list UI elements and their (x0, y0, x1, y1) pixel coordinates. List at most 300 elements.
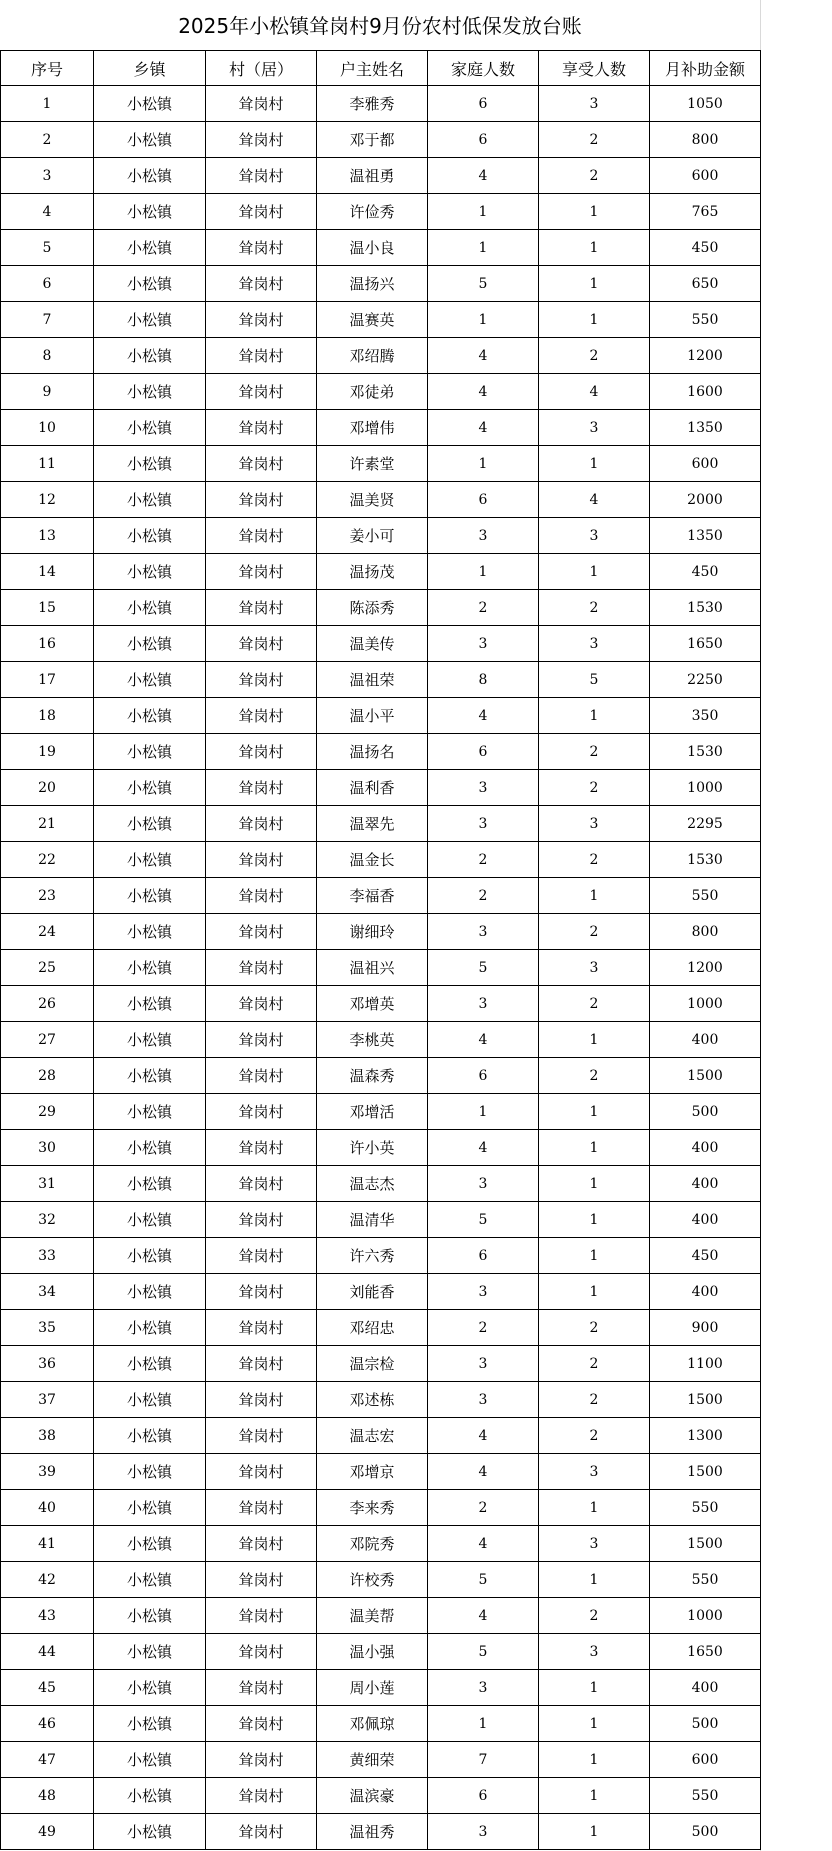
cell-serial: 22 (1, 842, 94, 878)
cell-monthly-subsidy: 1530 (650, 842, 761, 878)
cell-township: 小松镇 (94, 1310, 206, 1346)
cell-serial: 24 (1, 914, 94, 950)
cell-beneficiaries: 1 (539, 1094, 650, 1130)
cell-family-size: 6 (428, 122, 539, 158)
cell-family-size: 3 (428, 1166, 539, 1202)
cell-monthly-subsidy: 1350 (650, 410, 761, 446)
cell-family-size: 4 (428, 1598, 539, 1634)
cell-serial: 26 (1, 986, 94, 1022)
cell-village: 耸岗村 (206, 410, 317, 446)
cell-beneficiaries: 3 (539, 86, 650, 122)
cell-township: 小松镇 (94, 1058, 206, 1094)
cell-serial: 18 (1, 698, 94, 734)
cell-township: 小松镇 (94, 1598, 206, 1634)
cell-serial: 1 (1, 86, 94, 122)
cell-serial: 28 (1, 1058, 94, 1094)
cell-monthly-subsidy: 800 (650, 122, 761, 158)
cell-village: 耸岗村 (206, 842, 317, 878)
cell-township: 小松镇 (94, 662, 206, 698)
cell-family-size: 1 (428, 194, 539, 230)
empty-sheet-area (760, 0, 832, 1851)
cell-monthly-subsidy: 500 (650, 1094, 761, 1130)
cell-family-size: 4 (428, 338, 539, 374)
cell-monthly-subsidy: 900 (650, 1310, 761, 1346)
cell-village: 耸岗村 (206, 266, 317, 302)
cell-serial: 3 (1, 158, 94, 194)
cell-serial: 6 (1, 266, 94, 302)
cell-beneficiaries: 1 (539, 446, 650, 482)
table-row (1, 986, 761, 1022)
cell-householder: 邓述栋 (317, 1382, 428, 1418)
cell-serial: 48 (1, 1778, 94, 1814)
cell-township: 小松镇 (94, 950, 206, 986)
table-row (1, 1166, 761, 1202)
cell-beneficiaries: 2 (539, 734, 650, 770)
cell-monthly-subsidy: 1530 (650, 590, 761, 626)
cell-family-size: 2 (428, 1490, 539, 1526)
cell-family-size: 4 (428, 374, 539, 410)
cell-village: 耸岗村 (206, 374, 317, 410)
cell-township: 小松镇 (94, 1022, 206, 1058)
cell-monthly-subsidy: 400 (650, 1130, 761, 1166)
table-row (1, 338, 761, 374)
cell-village: 耸岗村 (206, 1058, 317, 1094)
cell-township: 小松镇 (94, 986, 206, 1022)
cell-householder: 邓绍腾 (317, 338, 428, 374)
cell-householder: 温清华 (317, 1202, 428, 1238)
cell-family-size: 1 (428, 230, 539, 266)
cell-family-size: 2 (428, 842, 539, 878)
table-row (1, 590, 761, 626)
cell-family-size: 8 (428, 662, 539, 698)
cell-monthly-subsidy: 500 (650, 1706, 761, 1742)
cell-householder: 温扬名 (317, 734, 428, 770)
cell-township: 小松镇 (94, 410, 206, 446)
cell-monthly-subsidy: 600 (650, 158, 761, 194)
cell-beneficiaries: 1 (539, 302, 650, 338)
cell-township: 小松镇 (94, 806, 206, 842)
cell-beneficiaries: 2 (539, 590, 650, 626)
cell-township: 小松镇 (94, 1346, 206, 1382)
cell-serial: 44 (1, 1634, 94, 1670)
cell-township: 小松镇 (94, 734, 206, 770)
cell-serial: 23 (1, 878, 94, 914)
cell-family-size: 6 (428, 482, 539, 518)
cell-township: 小松镇 (94, 338, 206, 374)
cell-village: 耸岗村 (206, 1094, 317, 1130)
table-row (1, 698, 761, 734)
cell-beneficiaries: 2 (539, 770, 650, 806)
cell-serial: 5 (1, 230, 94, 266)
cell-family-size: 6 (428, 734, 539, 770)
table-row (1, 1346, 761, 1382)
table-row (1, 626, 761, 662)
cell-family-size: 5 (428, 1202, 539, 1238)
cell-township: 小松镇 (94, 1634, 206, 1670)
cell-township: 小松镇 (94, 122, 206, 158)
cell-serial: 45 (1, 1670, 94, 1706)
cell-village: 耸岗村 (206, 1238, 317, 1274)
cell-family-size: 3 (428, 1274, 539, 1310)
cell-village: 耸岗村 (206, 1418, 317, 1454)
cell-serial: 10 (1, 410, 94, 446)
cell-village: 耸岗村 (206, 230, 317, 266)
cell-beneficiaries: 1 (539, 1022, 650, 1058)
cell-householder: 谢细玲 (317, 914, 428, 950)
cell-householder: 温美传 (317, 626, 428, 662)
cell-householder: 邓增京 (317, 1454, 428, 1490)
cell-township: 小松镇 (94, 1454, 206, 1490)
cell-householder: 陈添秀 (317, 590, 428, 626)
cell-township: 小松镇 (94, 230, 206, 266)
cell-monthly-subsidy: 550 (650, 1562, 761, 1598)
cell-monthly-subsidy: 600 (650, 1742, 761, 1778)
cell-monthly-subsidy: 1500 (650, 1454, 761, 1490)
cell-beneficiaries: 1 (539, 266, 650, 302)
cell-township: 小松镇 (94, 1094, 206, 1130)
cell-beneficiaries: 2 (539, 1382, 650, 1418)
cell-serial: 42 (1, 1562, 94, 1598)
cell-householder: 温翠先 (317, 806, 428, 842)
cell-serial: 25 (1, 950, 94, 986)
cell-township: 小松镇 (94, 1526, 206, 1562)
table-row (1, 662, 761, 698)
cell-monthly-subsidy: 550 (650, 1490, 761, 1526)
cell-monthly-subsidy: 1100 (650, 1346, 761, 1382)
cell-family-size: 4 (428, 1526, 539, 1562)
cell-beneficiaries: 3 (539, 1634, 650, 1670)
cell-township: 小松镇 (94, 626, 206, 662)
cell-township: 小松镇 (94, 1670, 206, 1706)
cell-village: 耸岗村 (206, 1310, 317, 1346)
table-row (1, 806, 761, 842)
cell-village: 耸岗村 (206, 518, 317, 554)
cell-householder: 温小良 (317, 230, 428, 266)
cell-serial: 15 (1, 590, 94, 626)
cell-beneficiaries: 2 (539, 158, 650, 194)
cell-family-size: 5 (428, 950, 539, 986)
cell-beneficiaries: 1 (539, 1130, 650, 1166)
cell-beneficiaries: 3 (539, 1454, 650, 1490)
cell-village: 耸岗村 (206, 1274, 317, 1310)
table-row (1, 1454, 761, 1490)
cell-family-size: 1 (428, 446, 539, 482)
cell-serial: 7 (1, 302, 94, 338)
cell-family-size: 1 (428, 1094, 539, 1130)
cell-township: 小松镇 (94, 518, 206, 554)
cell-township: 小松镇 (94, 698, 206, 734)
cell-monthly-subsidy: 1500 (650, 1382, 761, 1418)
cell-householder: 温志杰 (317, 1166, 428, 1202)
cell-serial: 27 (1, 1022, 94, 1058)
table-row (1, 914, 761, 950)
cell-serial: 36 (1, 1346, 94, 1382)
cell-serial: 35 (1, 1310, 94, 1346)
cell-serial: 9 (1, 374, 94, 410)
cell-beneficiaries: 2 (539, 842, 650, 878)
cell-village: 耸岗村 (206, 1778, 317, 1814)
cell-serial: 13 (1, 518, 94, 554)
cell-family-size: 3 (428, 1346, 539, 1382)
cell-householder: 温赛英 (317, 302, 428, 338)
cell-householder: 温森秀 (317, 1058, 428, 1094)
cell-township: 小松镇 (94, 1742, 206, 1778)
cell-beneficiaries: 1 (539, 1742, 650, 1778)
cell-township: 小松镇 (94, 554, 206, 590)
cell-family-size: 3 (428, 986, 539, 1022)
cell-beneficiaries: 1 (539, 1238, 650, 1274)
cell-serial: 14 (1, 554, 94, 590)
cell-serial: 19 (1, 734, 94, 770)
cell-serial: 17 (1, 662, 94, 698)
cell-beneficiaries: 5 (539, 662, 650, 698)
cell-village: 耸岗村 (206, 986, 317, 1022)
cell-village: 耸岗村 (206, 1598, 317, 1634)
cell-serial: 38 (1, 1418, 94, 1454)
cell-serial: 4 (1, 194, 94, 230)
cell-beneficiaries: 1 (539, 1778, 650, 1814)
cell-township: 小松镇 (94, 1130, 206, 1166)
cell-beneficiaries: 2 (539, 914, 650, 950)
cell-village: 耸岗村 (206, 1742, 317, 1778)
cell-beneficiaries: 2 (539, 122, 650, 158)
cell-township: 小松镇 (94, 1274, 206, 1310)
cell-township: 小松镇 (94, 1814, 206, 1850)
cell-householder: 许六秀 (317, 1238, 428, 1274)
table-row (1, 1274, 761, 1310)
table-row (1, 86, 761, 122)
cell-householder: 李来秀 (317, 1490, 428, 1526)
cell-serial: 49 (1, 1814, 94, 1850)
cell-householder: 温美帮 (317, 1598, 428, 1634)
cell-householder: 温美贤 (317, 482, 428, 518)
cell-village: 耸岗村 (206, 662, 317, 698)
cell-township: 小松镇 (94, 1166, 206, 1202)
cell-family-size: 1 (428, 1706, 539, 1742)
table-row (1, 158, 761, 194)
cell-householder: 许素堂 (317, 446, 428, 482)
table-row (1, 194, 761, 230)
cell-serial: 12 (1, 482, 94, 518)
cell-township: 小松镇 (94, 446, 206, 482)
cell-monthly-subsidy: 2295 (650, 806, 761, 842)
table-row (1, 1310, 761, 1346)
cell-beneficiaries: 1 (539, 1814, 650, 1850)
cell-beneficiaries: 2 (539, 986, 650, 1022)
cell-serial: 16 (1, 626, 94, 662)
cell-family-size: 6 (428, 86, 539, 122)
cell-family-size: 3 (428, 518, 539, 554)
cell-serial: 37 (1, 1382, 94, 1418)
cell-village: 耸岗村 (206, 158, 317, 194)
cell-householder: 李桃英 (317, 1022, 428, 1058)
table-row (1, 1202, 761, 1238)
cell-monthly-subsidy: 400 (650, 1670, 761, 1706)
cell-village: 耸岗村 (206, 1166, 317, 1202)
table-row (1, 1130, 761, 1166)
cell-village: 耸岗村 (206, 1490, 317, 1526)
cell-monthly-subsidy: 2250 (650, 662, 761, 698)
cell-family-size: 4 (428, 698, 539, 734)
cell-township: 小松镇 (94, 1490, 206, 1526)
cell-householder: 许俭秀 (317, 194, 428, 230)
table-row (1, 734, 761, 770)
cell-beneficiaries: 1 (539, 1274, 650, 1310)
cell-township: 小松镇 (94, 1706, 206, 1742)
cell-family-size: 5 (428, 1562, 539, 1598)
cell-beneficiaries: 2 (539, 1418, 650, 1454)
cell-family-size: 4 (428, 1454, 539, 1490)
cell-householder: 温利香 (317, 770, 428, 806)
cell-beneficiaries: 1 (539, 698, 650, 734)
cell-serial: 34 (1, 1274, 94, 1310)
table-row (1, 842, 761, 878)
cell-village: 耸岗村 (206, 194, 317, 230)
cell-householder: 李福香 (317, 878, 428, 914)
cell-monthly-subsidy: 550 (650, 878, 761, 914)
cell-monthly-subsidy: 400 (650, 1274, 761, 1310)
cell-beneficiaries: 2 (539, 1346, 650, 1382)
cell-serial: 11 (1, 446, 94, 482)
table-row (1, 1238, 761, 1274)
cell-serial: 40 (1, 1490, 94, 1526)
table-row (1, 266, 761, 302)
cell-monthly-subsidy: 350 (650, 698, 761, 734)
header-beneficiaries: 享受人数 (539, 51, 650, 86)
table-row (1, 518, 761, 554)
cell-serial: 2 (1, 122, 94, 158)
cell-serial: 31 (1, 1166, 94, 1202)
cell-monthly-subsidy: 1350 (650, 518, 761, 554)
cell-householder: 温志宏 (317, 1418, 428, 1454)
cell-householder: 邓增活 (317, 1094, 428, 1130)
cell-beneficiaries: 1 (539, 230, 650, 266)
cell-township: 小松镇 (94, 1382, 206, 1418)
cell-township: 小松镇 (94, 842, 206, 878)
table-row (1, 1094, 761, 1130)
cell-monthly-subsidy: 1300 (650, 1418, 761, 1454)
cell-householder: 黄细荣 (317, 1742, 428, 1778)
header-monthly-subsidy: 月补助金额 (650, 51, 761, 86)
cell-monthly-subsidy: 1500 (650, 1058, 761, 1094)
table-row (1, 1742, 761, 1778)
cell-beneficiaries: 4 (539, 374, 650, 410)
cell-family-size: 4 (428, 158, 539, 194)
cell-monthly-subsidy: 550 (650, 302, 761, 338)
cell-monthly-subsidy: 400 (650, 1166, 761, 1202)
cell-beneficiaries: 1 (539, 1562, 650, 1598)
cell-township: 小松镇 (94, 1202, 206, 1238)
table-row (1, 554, 761, 590)
cell-beneficiaries: 1 (539, 1706, 650, 1742)
cell-monthly-subsidy: 1000 (650, 1598, 761, 1634)
cell-monthly-subsidy: 800 (650, 914, 761, 950)
cell-householder: 温祖荣 (317, 662, 428, 698)
header-village: 村（居） (206, 51, 317, 86)
cell-monthly-subsidy: 450 (650, 554, 761, 590)
cell-village: 耸岗村 (206, 1202, 317, 1238)
cell-village: 耸岗村 (206, 1022, 317, 1058)
cell-village: 耸岗村 (206, 1382, 317, 1418)
cell-township: 小松镇 (94, 1778, 206, 1814)
cell-township: 小松镇 (94, 1238, 206, 1274)
cell-township: 小松镇 (94, 1562, 206, 1598)
cell-monthly-subsidy: 1000 (650, 986, 761, 1022)
cell-township: 小松镇 (94, 158, 206, 194)
cell-village: 耸岗村 (206, 302, 317, 338)
table-row (1, 1706, 761, 1742)
cell-beneficiaries: 3 (539, 806, 650, 842)
table-row (1, 410, 761, 446)
cell-beneficiaries: 1 (539, 1490, 650, 1526)
table-row (1, 1634, 761, 1670)
cell-monthly-subsidy: 1050 (650, 86, 761, 122)
table-row (1, 950, 761, 986)
cell-householder: 温滨豪 (317, 1778, 428, 1814)
cell-beneficiaries: 2 (539, 338, 650, 374)
cell-householder: 刘能香 (317, 1274, 428, 1310)
cell-householder: 邓徒弟 (317, 374, 428, 410)
cell-monthly-subsidy: 1650 (650, 626, 761, 662)
cell-serial: 8 (1, 338, 94, 374)
cell-beneficiaries: 1 (539, 1166, 650, 1202)
cell-township: 小松镇 (94, 1418, 206, 1454)
cell-beneficiaries: 1 (539, 194, 650, 230)
cell-householder: 温扬茂 (317, 554, 428, 590)
cell-family-size: 4 (428, 1022, 539, 1058)
table-row (1, 1022, 761, 1058)
table-row (1, 1526, 761, 1562)
cell-beneficiaries: 2 (539, 1310, 650, 1346)
cell-householder: 邓佩琼 (317, 1706, 428, 1742)
cell-village: 耸岗村 (206, 338, 317, 374)
cell-monthly-subsidy: 1530 (650, 734, 761, 770)
cell-householder: 周小莲 (317, 1670, 428, 1706)
cell-family-size: 7 (428, 1742, 539, 1778)
cell-monthly-subsidy: 400 (650, 1202, 761, 1238)
cell-beneficiaries: 3 (539, 626, 650, 662)
subsidy-ledger-table (0, 50, 761, 1850)
cell-serial: 41 (1, 1526, 94, 1562)
cell-township: 小松镇 (94, 374, 206, 410)
cell-village: 耸岗村 (206, 734, 317, 770)
cell-village: 耸岗村 (206, 1706, 317, 1742)
cell-householder: 温金长 (317, 842, 428, 878)
cell-householder: 姜小可 (317, 518, 428, 554)
cell-householder: 温扬兴 (317, 266, 428, 302)
cell-village: 耸岗村 (206, 122, 317, 158)
cell-village: 耸岗村 (206, 806, 317, 842)
cell-village: 耸岗村 (206, 914, 317, 950)
cell-family-size: 6 (428, 1058, 539, 1094)
cell-village: 耸岗村 (206, 770, 317, 806)
cell-monthly-subsidy: 400 (650, 1022, 761, 1058)
cell-beneficiaries: 3 (539, 950, 650, 986)
cell-monthly-subsidy: 550 (650, 1778, 761, 1814)
header-township: 乡镇 (94, 51, 206, 86)
cell-serial: 39 (1, 1454, 94, 1490)
cell-serial: 20 (1, 770, 94, 806)
table-row (1, 1814, 761, 1850)
cell-householder: 许小英 (317, 1130, 428, 1166)
cell-township: 小松镇 (94, 266, 206, 302)
cell-family-size: 2 (428, 590, 539, 626)
cell-monthly-subsidy: 1200 (650, 950, 761, 986)
cell-beneficiaries: 1 (539, 878, 650, 914)
cell-village: 耸岗村 (206, 1634, 317, 1670)
cell-serial: 30 (1, 1130, 94, 1166)
table-row (1, 446, 761, 482)
